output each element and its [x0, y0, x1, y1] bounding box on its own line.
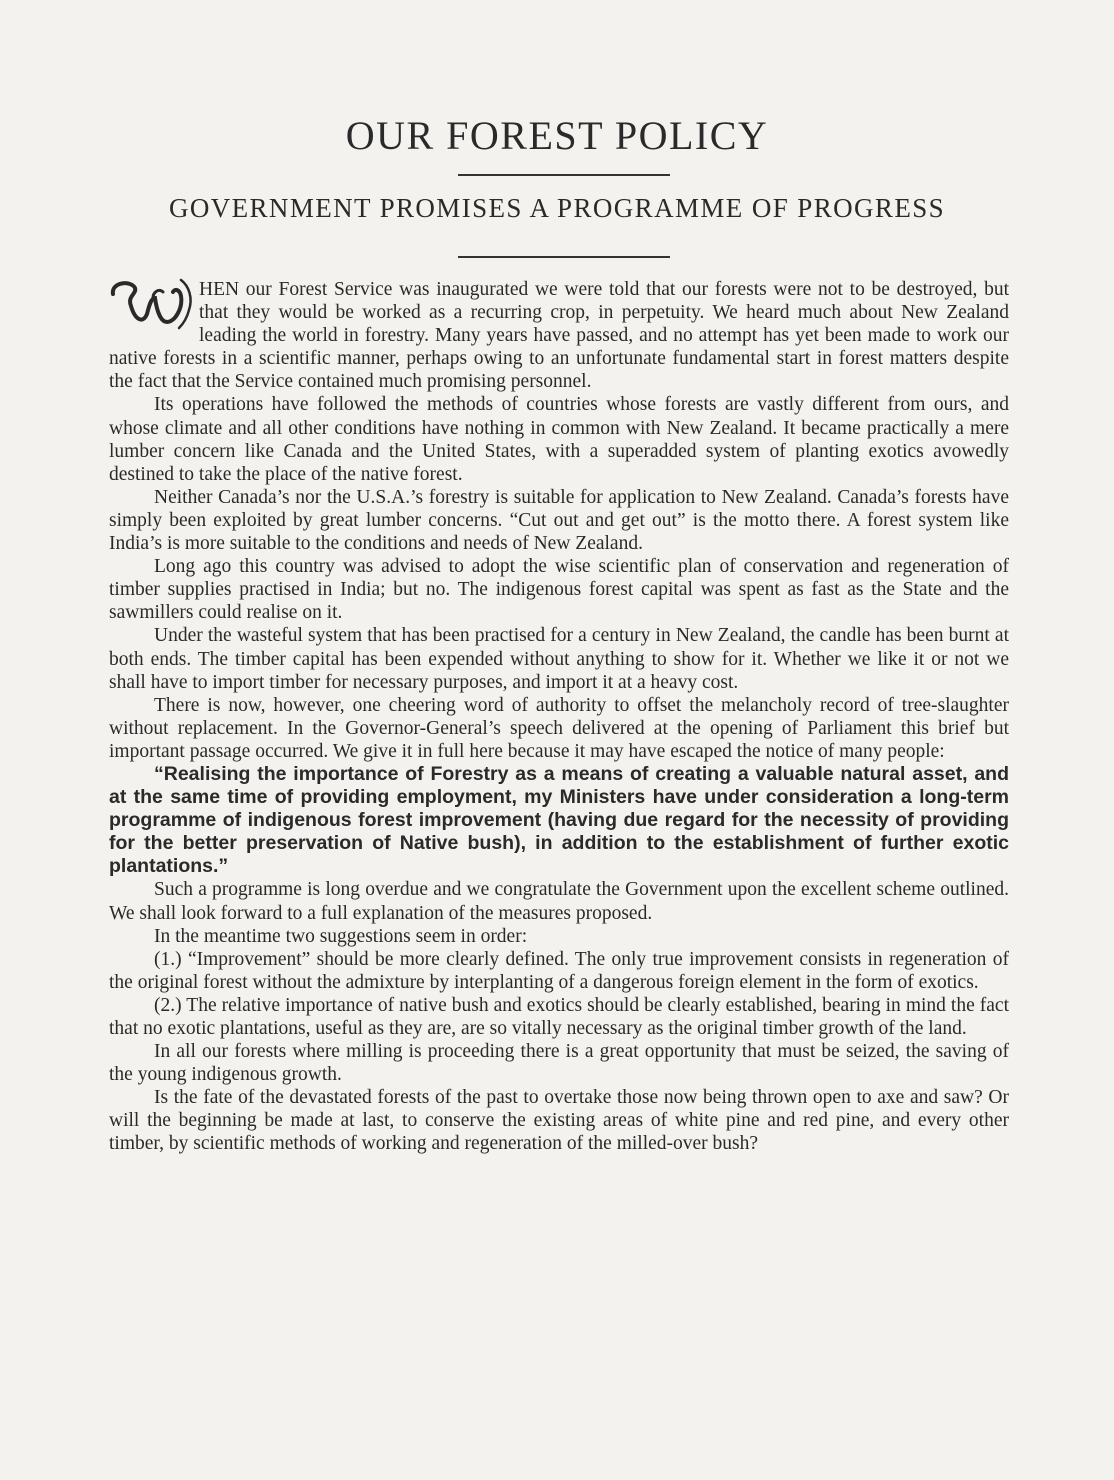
drop-cap-glyph	[109, 278, 199, 338]
paragraph-2: Its operations have followed the methods of countries whose forests are vastly different from ours, and whose climate and all other conditions have nothing in common with New Zealand. It became practically a mere lumber concern like Canada and the United States, with a superadded system of planting exotics avowedly destined to take the place of the native forest.	[109, 394, 1009, 485]
paragraph-3: Neither Canada’s nor the U.S.A.’s forestry is suitable for application to New Zealand. Canada’s forests have simply been exploited by great lumber concerns. “Cut out and get out” is the motto there. A forest system like India’s is more suitable to the conditions and needs of New Zealand.	[109, 486, 1009, 555]
paragraph-4: Long ago this country was advised to adopt the wise scientific plan of conservation and regeneration of timber supplies practised in India; but no. The indigenous forest capital was spent as fast as the State and the sawmillers could realise on it.	[109, 556, 1009, 624]
paragraph-10: Is the fate of the devastated forests of the past to overtake those now being thrown open to axe and saw? Or will the beginning be made at last, to conserve the existing areas of white pine and red pine, and every other timber, by scientific methods of working and regeneration of the milled-over bush?	[109, 1087, 1009, 1155]
paragraph-9: In all our forests where milling is proceeding there is a great opportunity that must be seized, the saving of the young indigenous growth.	[109, 1041, 1009, 1086]
page-title: OUR FOREST POLICY	[345, 113, 769, 158]
suggestion-2: (2.) The relative importance of native bush and exotics should be clearly established, bearing in mind the fact that no exotic plantations, useful as they are, are so vitally necessary as the original timber growth of the land.	[109, 994, 1009, 1039]
page-subtitle: GOVERNMENT PROMISES A PROGRAMME OF PROGRESS	[168, 193, 946, 223]
drop-cap-w	[109, 278, 199, 344]
paragraph-5: Under the wasteful system that has been practised for a century in New Zealand, the candle has been burnt at both ends. The timber capital has been expended without anything to show for it. Whether we like it or not we shall have to import timber for necessary purposes, and import it at a heavy cost.	[109, 625, 1009, 693]
paragraph-6: There is now, however, one cheering word of authority to offset the melancholy record of tree-slaughter without replacement. In the Governor-General’s speech delivered at the opening of Parliament this brief but important passage occurred. We give it in full here because it may have escaped the notice of many people:	[109, 694, 1009, 762]
title-divider	[458, 174, 670, 176]
paragraph-1: HEN our Forest Service was inaugurated we were told that our forests were not to be destroyed, but that they would be worked as a recurring crop, in perpetuity. We heard much about New Zealand leading the world in forestry. Many years have passed, and no attempt has yet been made to work our native forests in a scientific manner, perhaps owing to an unfortunate fundamental start in forest matters despite the fact that the Service contained much promising personnel.	[109, 279, 1009, 393]
paragraph-8: In the meantime two suggestions seem in order:	[154, 925, 528, 947]
article-body	[109, 278, 1009, 1156]
suggestion-1: (1.) “Improvement” should be more clearly defined. The only true improvement consists in regeneration of the original forest without the admixture by interplanting of a dangerous foreign element in the form of exotics.	[109, 948, 1009, 993]
governor-general-quote: “Realising the importance of Forestry as a means of creating a valuable natural asset, and at the same time of providing employment, my Ministers have under consideration a long-term programme of indigenous forest improvement (having due regard for the necessity of providing for the better preservation of Native bush), in addition to the establishment of further exotic plantations.”	[109, 762, 1009, 878]
subtitle-divider	[458, 256, 670, 258]
paragraph-7: Such a programme is long overdue and we congratulate the Government upon the excellent scheme outlined. We shall look forward to a full explanation of the measures proposed.	[109, 879, 1009, 924]
